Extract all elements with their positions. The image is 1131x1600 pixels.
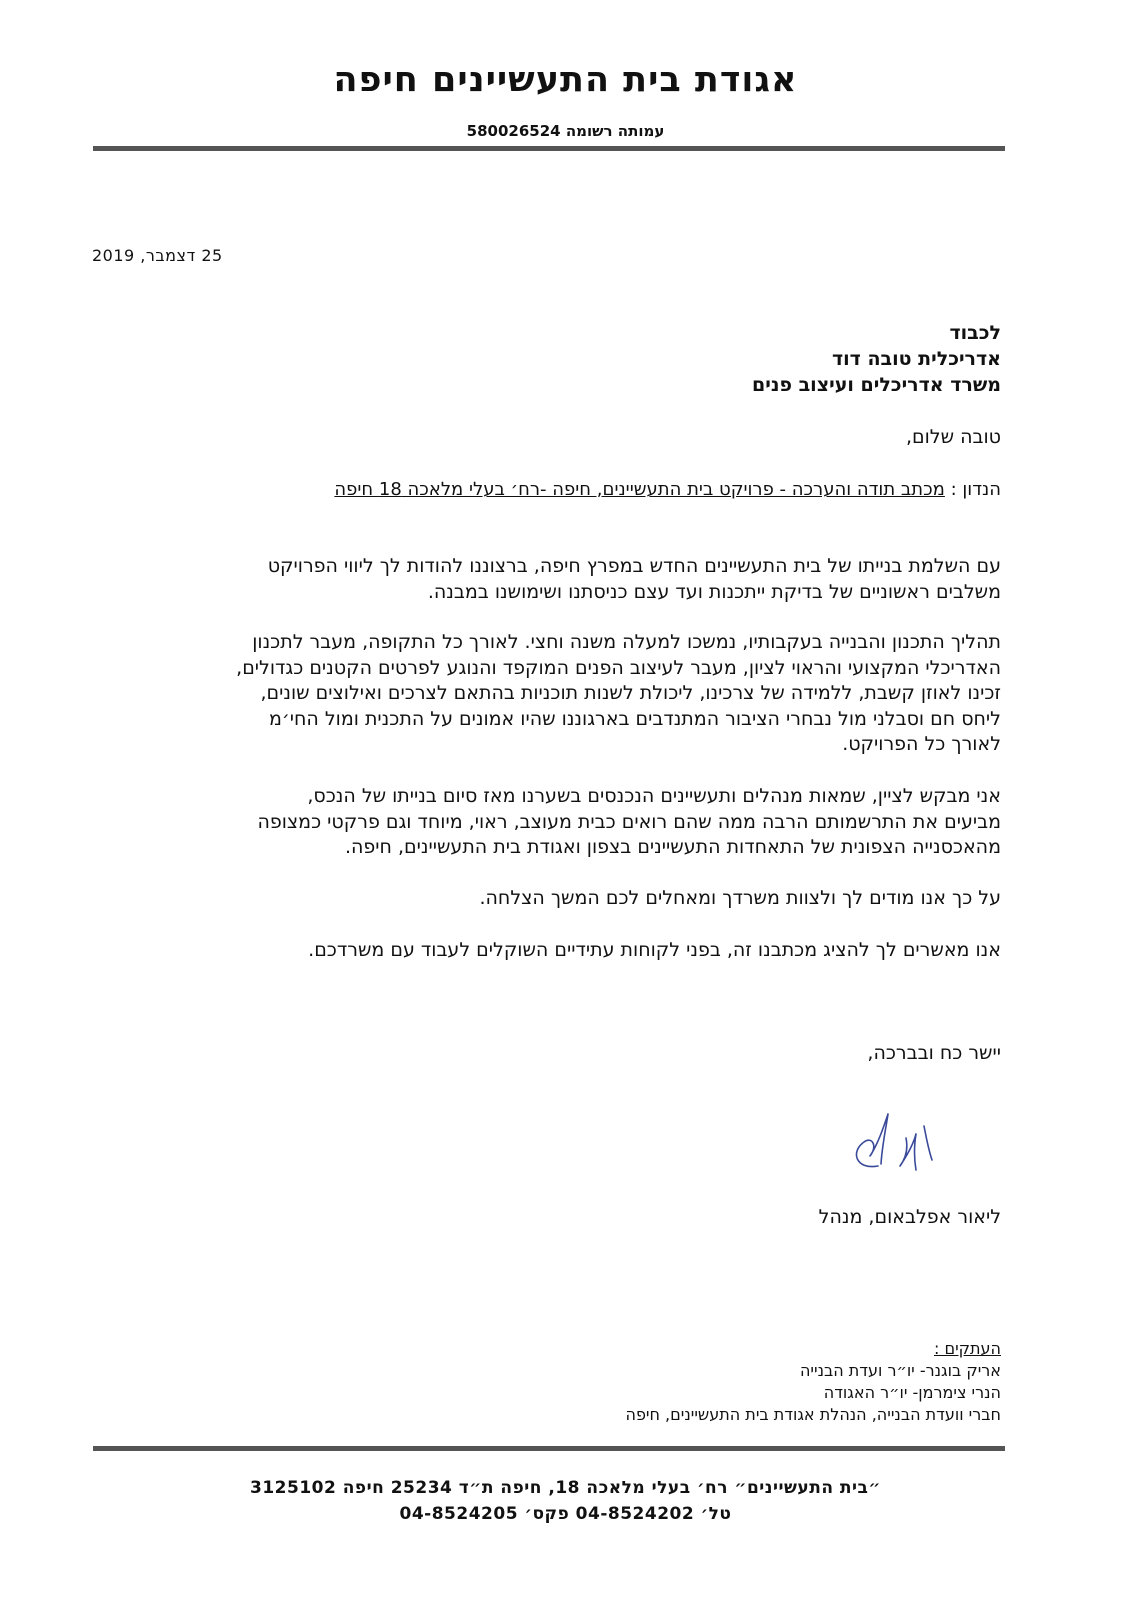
footer-phone: טל׳ 04-8524202 פקס׳ 04-8524205 [399,1504,732,1524]
signer-name: ליאור אפלבאום, מנהל [818,1206,1001,1228]
addressee-line-2: אדריכלית טובה דוד [831,348,1001,370]
subject-label: הנדון : [950,479,1001,500]
paragraph-4: על כך אנו מודים לך ולצוות משרדך ומאחלים לכם המשך הצלחה. [479,887,1001,909]
footer-rule [93,1446,1005,1451]
cc-item: חברי וועדת הבנייה, הנהלת אגודת בית התעשיינים, חיפה [625,1405,1001,1424]
cc-title: העתקים : [933,1339,1001,1358]
paragraph-line: עם השלמת בנייתו של בית התעשיינים החדש במפרץ חיפה, ברצוננו להודות לך ליווי הפרויקט [267,555,1001,577]
paragraph-line: זכינו לאוזן קשבת, ללמידה של צרכינו, ליכולת לשנות תוכניות בהתאם לצרכים ואילוצים שונים, [260,682,1001,704]
cc-item: הנרי צימרמן- יו״ר האגודה [823,1383,1001,1402]
subject-line [334,479,1001,500]
greeting: טובה שלום, [905,426,1001,448]
subject-text: מכתב תודה והערכה - פרויקט בית התעשיינים, חיפה -רח׳ בעלי מלאכה 18 חיפה [334,479,945,500]
cc-item: אריק בוגנר- יו״ר ועדת הבנייה [799,1361,1001,1380]
paragraph-line: מהאכסנייה הצפונית של התאחדות התעשיינים בצפון ואגודת בית התעשיינים, חיפה. [344,836,1001,858]
paragraph-line: אני מבקש לציין, שמאות מנהלים ותעשיינים הנכנסים בשערנו מאז סיום בנייתו של הנכס, [307,785,1001,807]
paragraph-line: ליחס חם וסבלני מול נבחרי הציבור המתנדבים בארגוננו שהיו אמונים על התכנית ומול החי׳מ [268,707,1001,730]
closing: יישר כח ובברכה, [867,1042,1001,1064]
addressee-line-3: משרד אדריכלים ועיצוב פנים [752,374,1001,396]
paragraph-line: האדריכלי המקצועי והראוי לציון, מעבר לעיצוב הפנים המוקפד והנוגע לפרטים הקטנים כגדולים, [236,656,1001,679]
paragraph-5: אנו מאשרים לך להציג מכתבנו זה, בפני לקוחות עתידיים השוקלים לעבוד עם משרדכם. [308,939,1001,961]
signature [848,1108,948,1174]
paragraph-2 [121,630,1001,758]
paragraph-line: לאורך כל הפרויקט. [842,733,1001,755]
paragraph-3 [121,784,1001,861]
org-title: אגודת בית התעשיינים חיפה [333,60,798,100]
letter-date: 25 דצמבר, 2019 [92,246,223,265]
footer-address: ״בית התעשיינים״ רח׳ בעלי מלאכה 18, חיפה ת״ד 25234 חיפה 3125102 [250,1478,881,1498]
paragraph-line: תהליך התכנון והבנייה בעקבותיו, נמשכו למעלה משנה וחצי. לאורך כל התקופה, מעבר לתכנון [252,631,1001,653]
registration-number: עמותה רשומה 580026524 [466,122,665,140]
paragraph-line: מביעים את התרשמותם הרבה ממה שהם רואים כבית מעוצב, ראוי, מיוחד וגם פרקטי כמצופה [257,810,1001,833]
addressee-line-1: לכבוד [949,322,1001,344]
header-rule [93,146,1005,151]
paragraph-line: משלבים ראשוניים של בדיקת ייתכנות ועד עצם כניסתנו ושימושנו במבנה. [427,580,1001,603]
paragraph-1 [121,554,1001,605]
